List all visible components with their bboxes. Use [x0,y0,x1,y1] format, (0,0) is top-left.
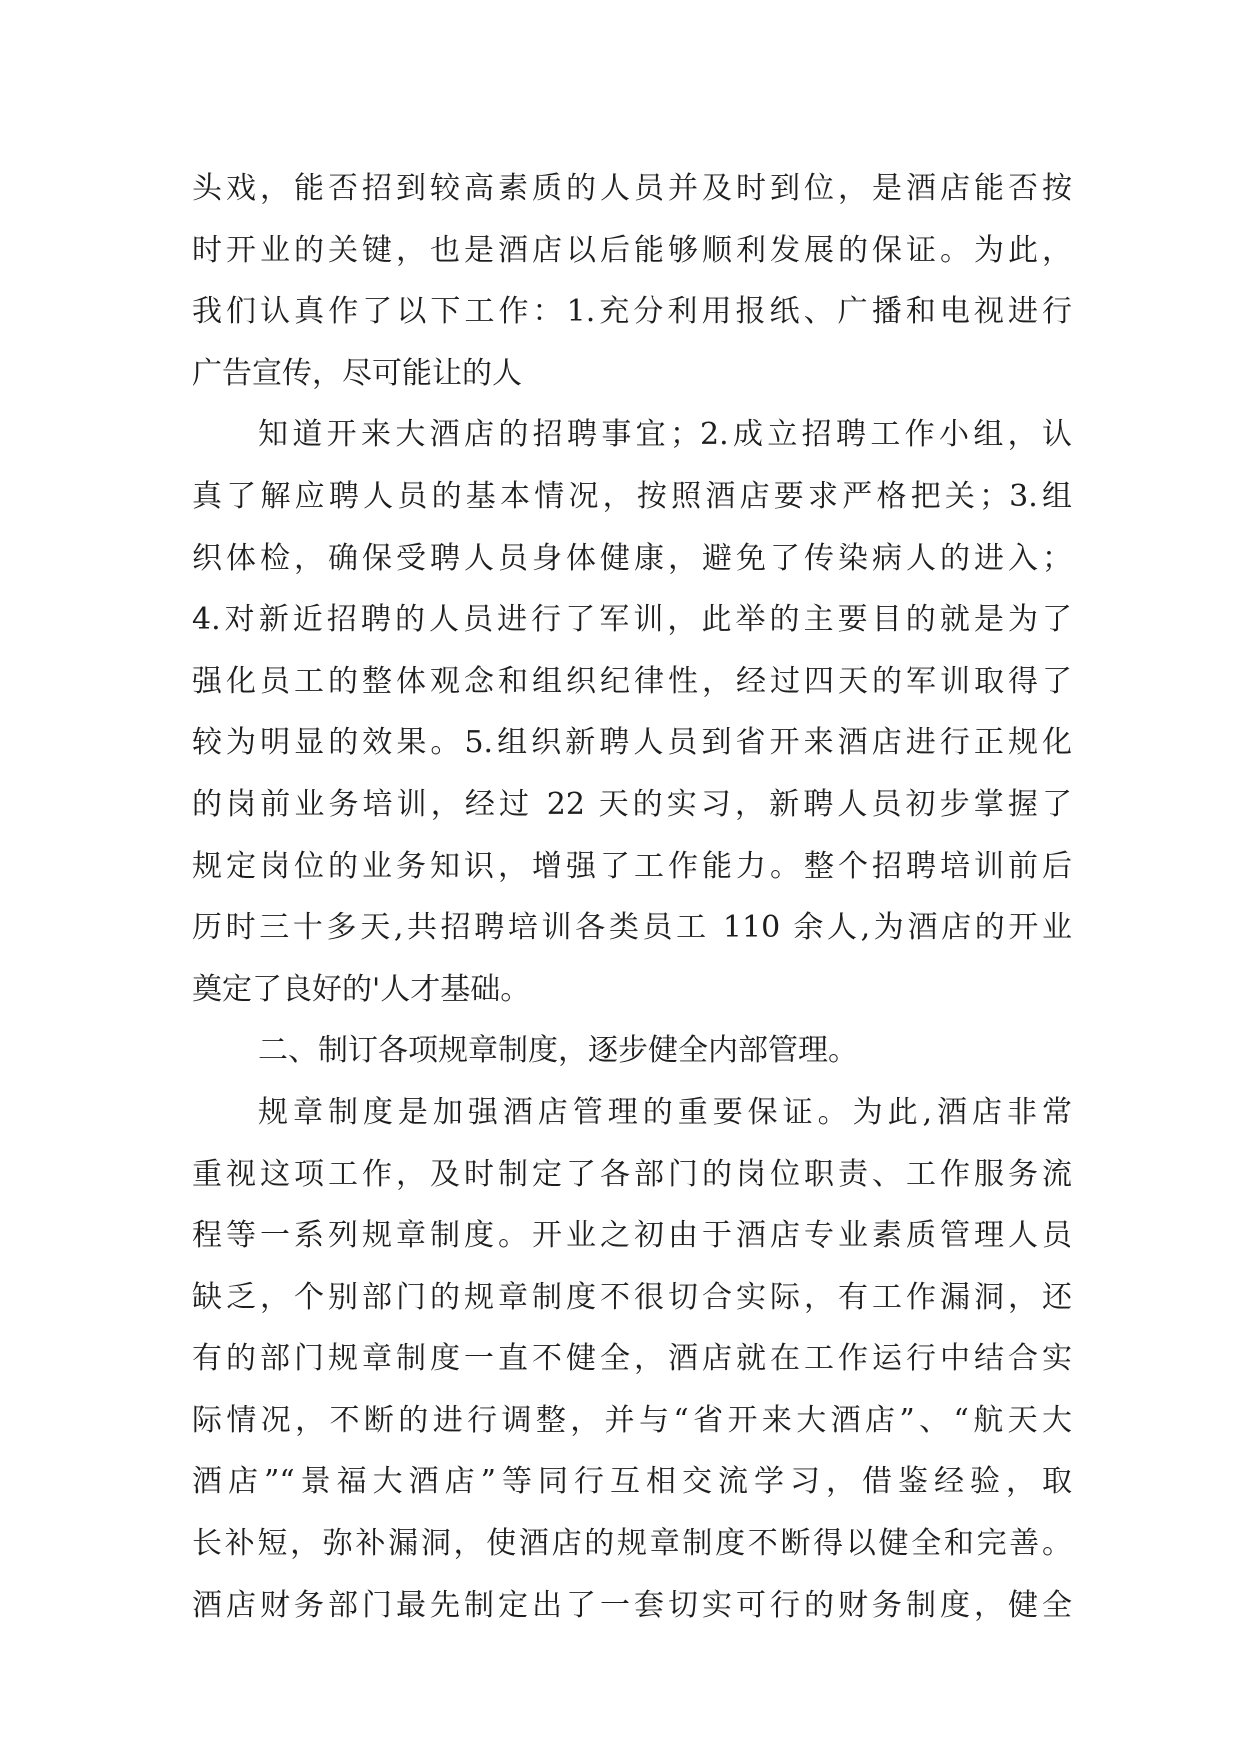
text-line: 际情况，不断的进行调整，并与“省开来大酒店”、“航天大 [192,1402,1072,1438]
text-line: 有的部门规章制度一直不健全，酒店就在工作运行中结合实 [192,1341,1072,1377]
text-line: 酒店”“景福大酒店”等同行互相交流学习，借鉴经验，取 [192,1464,1072,1500]
text-line: 较为明显的效果。5.组织新聘人员到省开来酒店进行正规化 [192,725,1072,761]
text-line: 历时三十多天,共招聘培训各类员工 110 余人,为酒店的开业 [192,910,1072,946]
text-line: 规定岗位的业务知识，增强了工作能力。整个招聘培训前后 [192,848,1072,884]
text-line: 我们认真作了以下工作：1.充分利用报纸、广播和电视进行 [192,294,1072,330]
text-line: 规章制度是加强酒店管理的重要保证。为此,酒店非常 [258,1094,1072,1130]
text-line: 4.对新近招聘的人员进行了军训，此举的主要目的就是为了 [192,602,1072,638]
text-line: 时开业的关键，也是酒店以后能够顺利发展的保证。为此， [192,232,1072,268]
text-line: 强化员工的整体观念和组织纪律性，经过四天的军训取得了 [192,663,1072,699]
text-line: 奠定了良好的'人才基础。 [192,971,531,1007]
text-line: 二、制订各项规章制度，逐步健全内部管理。 [258,1033,858,1069]
text-line: 缺乏，个别部门的规章制度不很切合实际，有工作漏洞，还 [192,1279,1072,1315]
text-line: 广告宣传，尽可能让的人 [192,355,522,391]
text-line: 酒店财务部门最先制定出了一套切实可行的财务制度，健全 [192,1587,1072,1623]
text-line: 程等一系列规章制度。开业之初由于酒店专业素质管理人员 [192,1218,1072,1254]
text-line: 重视这项工作，及时制定了各部门的岗位职责、工作服务流 [192,1156,1072,1192]
text-line: 真了解应聘人员的基本情况，按照酒店要求严格把关；3.组 [192,478,1072,514]
text-line: 的岗前业务培训，经过 22 天的实习，新聘人员初步掌握了 [192,786,1072,822]
text-line: 织体检，确保受聘人员身体健康，避免了传染病人的进入； [192,540,1072,576]
text-line: 知道开来大酒店的招聘事宜；2.成立招聘工作小组，认 [258,417,1072,453]
text-line: 头戏，能否招到较高素质的人员并及时到位，是酒店能否按 [192,171,1072,206]
text-line: 长补短，弥补漏洞，使酒店的规章制度不断得以健全和完善。 [192,1526,1072,1562]
document-body [192,158,1072,1636]
